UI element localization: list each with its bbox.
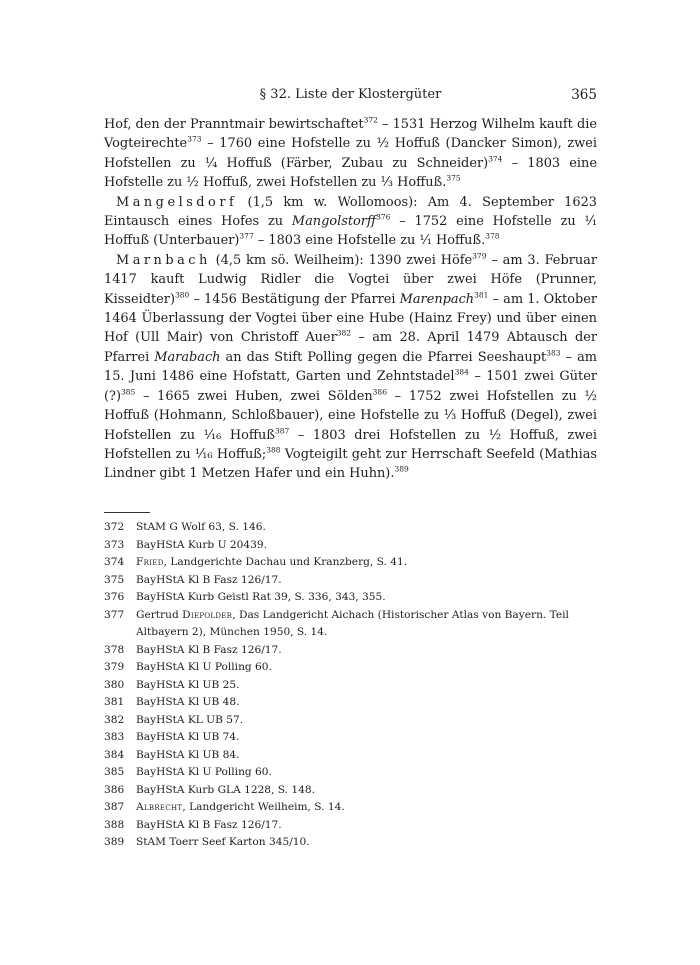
text-run: , Landgericht Weilheim, S. 14. (182, 801, 345, 813)
footnote-ref: 381 (474, 290, 489, 300)
footnote-text (136, 694, 597, 712)
text-run: – am 28. April 1479 Abtausch der Pfarrei (104, 330, 597, 365)
footnote-text (136, 712, 597, 730)
footnote-ref: 385 (120, 387, 136, 397)
text-run: StAM Toerr Seef Karton 345/10. (136, 836, 310, 848)
footnote-text (136, 817, 597, 835)
footnote-ref: 383 (546, 348, 561, 358)
footnote-ref: 372 (363, 115, 378, 125)
footnote-text (136, 572, 597, 590)
text-run: – 1456 Bestätigung der Pfarrei (189, 291, 400, 307)
paragraph-mangelsdorf (104, 193, 597, 251)
footnote-text (136, 607, 597, 642)
footnote-text (136, 642, 597, 660)
footnote-number: 377 (104, 608, 125, 621)
text-run: BayHStA Kl UB 48. (136, 696, 240, 708)
footnote-ref: 373 (187, 135, 202, 145)
footnote-number: 376 (104, 591, 125, 603)
footnote (104, 729, 597, 747)
text-run: (4,5 km sö. Weilheim): 1390 zwei Höfe (210, 252, 473, 268)
text-run: BayHStA Kurb U 20439. (136, 538, 267, 551)
footnote-number: 388 (104, 818, 125, 831)
footnote-number: 383 (104, 731, 125, 743)
footnote (104, 817, 597, 835)
footnote-text (136, 729, 597, 747)
footnote (104, 834, 597, 852)
footnote-ref: 388 (266, 445, 281, 455)
place-heading: Mangelsdorf (116, 194, 238, 210)
paragraph-marnbach (104, 251, 597, 484)
place-heading: Marnbach (116, 252, 211, 268)
text-run: , Landgerichte Dachau und Kranzberg, S. 41. (163, 556, 408, 568)
footnote-ref: 387 (274, 426, 290, 436)
text-run: BayHStA Kl UB 25. (136, 678, 240, 691)
footnote (104, 782, 597, 800)
text-run: – am 1. Oktober 1464 Überlassung der Vogtei über eine Hube (Hainz Frey) und über einen Hof (Ull Mair) von Christoff Auer (104, 291, 598, 346)
footnote-number: 380 (104, 678, 125, 691)
paragraph-1 (104, 115, 597, 193)
text-run: BayHStA Kl B Fasz 126/17. (136, 573, 282, 586)
footnote-text (136, 589, 597, 607)
footnote-number: 378 (104, 643, 125, 656)
footnote (104, 554, 597, 572)
text-run: – 1531 Herzog Wilhelm kauft die Vogteirechte (104, 117, 597, 152)
footnote-number: 389 (104, 836, 125, 848)
footnote-ref: 386 (372, 387, 387, 397)
footnote (104, 764, 597, 782)
text-run: , Das Landgericht Aichach (Historischer Atlas von Bayern. Teil Altbayern 2), München 1950, S. 14. (136, 608, 569, 638)
footnote-ref: 380 (175, 290, 190, 300)
footnote-number: 379 (104, 661, 125, 673)
text-run: BayHStA Kurb Geistl Rat 39, S. 336, 343, 355. (136, 591, 386, 603)
italic-place-name: Marenpach (399, 291, 475, 307)
footnote (104, 694, 597, 712)
footnote-number: 375 (104, 573, 125, 586)
footnote (104, 519, 597, 537)
text-run: – 1752 zwei Hofstellen zu ½ Hoffuß (Hohmann, Schloßbauer), eine Hofstelle zu ⅓ Hoffuß (Degel), zwei Hofstellen zu ¹⁄₁₆ Hoffuß (104, 388, 597, 443)
text-run: – 1803 eine Hofstelle zu ¹⁄₁ Hoffuß. (253, 233, 486, 249)
author-name: Diepolder (182, 608, 233, 621)
text-run: BayHStA Kurb GLA 1228, S. 148. (136, 783, 315, 796)
footnote-number: 382 (104, 713, 125, 726)
footnote (104, 747, 597, 765)
footnote (104, 677, 597, 695)
footnote-text (136, 747, 597, 765)
page-header (104, 87, 597, 107)
footnote-text (136, 554, 597, 572)
text-run: StAM G Wolf 63, S. 146. (136, 521, 266, 533)
text-run: BayHStA Kl U Polling 60. (136, 661, 272, 673)
footnote-number: 386 (104, 783, 125, 796)
text-run: – 1665 zwei Huben, zwei Sölden (135, 388, 373, 404)
footnote-number: 385 (104, 766, 125, 778)
text-run: – 1752 eine Hofstelle zu ¹⁄₁ Hoffuß (Unterbauer) (104, 214, 597, 249)
footnote (104, 642, 597, 660)
footnote-text (136, 537, 597, 555)
footnote-number: 384 (104, 748, 125, 761)
footnote-text (136, 764, 597, 782)
text-run: an das Stift Polling gegen die Pfarrei Seeshaupt (220, 349, 547, 365)
footnote-text (136, 519, 597, 537)
text-run: – 1803 drei Hofstellen zu ½ Hoffuß, zwei Hofstellen zu ¹⁄₁₆ Hoffuß; (104, 427, 598, 462)
footnote-ref: 375 (446, 173, 461, 183)
footnote-rule (104, 512, 150, 513)
footnote-text (136, 659, 597, 677)
footnote-ref: 384 (454, 367, 469, 377)
italic-place-name: Mangolstorff (291, 214, 377, 230)
footnote-ref: 379 (472, 251, 487, 261)
text-run: Vogteigilt geht zur Herrschaft Seefeld (Mathias Lindner gibt 1 Metzen Hafer und ein Huhn). (104, 446, 597, 482)
text-run: BayHStA KL UB 57. (136, 713, 244, 726)
text-run: Hof, den der Pranntmair bewirtschaftet (104, 117, 364, 132)
main-text (104, 115, 597, 484)
footnote (104, 572, 597, 590)
running-head: § 32. Liste der Klostergüter (259, 87, 442, 102)
footnote (104, 607, 597, 642)
footnote-ref: 377 (239, 232, 254, 242)
footnote (104, 589, 597, 607)
text-run: – 1803 eine Hofstelle zu ½ Hoffuß, zwei Hofstellen zu ⅓ Hoffuß. (104, 155, 597, 191)
footnote-text (136, 834, 597, 852)
footnote-ref: 389 (394, 465, 409, 475)
footnote-ref: 382 (336, 329, 352, 339)
text-run: BayHStA Kl UB 74. (136, 731, 240, 743)
text-run: BayHStA Kl U Polling 60. (136, 766, 272, 778)
footnote (104, 537, 597, 555)
footnote-number: 387 (104, 801, 125, 813)
footnote (104, 659, 597, 677)
text-run: (1,5 km w. Wollomoos): Am 4. September 1623 Eintausch eines Hofes zu (104, 194, 597, 230)
text-run: – 1501 zwei Güter (?) (104, 369, 597, 404)
text-run: BayHStA Kl B Fasz 126/17. (136, 818, 282, 831)
footnote-text (136, 782, 597, 800)
text-run: – 1760 eine Hofstelle zu ½ Hoffuß (Dancker Simon), zwei Hofstellen zu ¼ Hoffuß (Färber, Zubau zu Schneider) (104, 136, 597, 171)
footnote-number: 373 (104, 538, 125, 551)
footnote-number: 374 (104, 556, 125, 568)
italic-place-name: Marabach (154, 349, 221, 365)
footnote-text (136, 677, 597, 695)
text-run: BayHStA Kl UB 84. (136, 748, 240, 761)
footnote (104, 799, 597, 817)
text-run: – am 15. Juni 1486 eine Hofstatt, Garten und Zehntstadel (104, 349, 597, 385)
footnote-number: 381 (104, 696, 125, 708)
text-run: – am 3. Februar 1417 kauft Ludwig Ridler die Vogtei über zwei Höfe (Prunner, Kisseidter) (104, 252, 598, 307)
text-run: Gertrud (136, 608, 183, 621)
author-name: Fried (136, 556, 164, 568)
footnote-ref: 374 (488, 154, 503, 164)
author-name: Albrecht (136, 801, 183, 813)
page-number: 365 (571, 87, 597, 103)
footnote-number: 372 (104, 521, 125, 533)
footnotes (104, 519, 597, 852)
footnote-ref: 378 (485, 232, 500, 242)
text-run: BayHStA Kl B Fasz 126/17. (136, 643, 282, 656)
footnote (104, 712, 597, 730)
footnote-ref: 376 (376, 212, 391, 222)
footnote-text (136, 799, 597, 817)
